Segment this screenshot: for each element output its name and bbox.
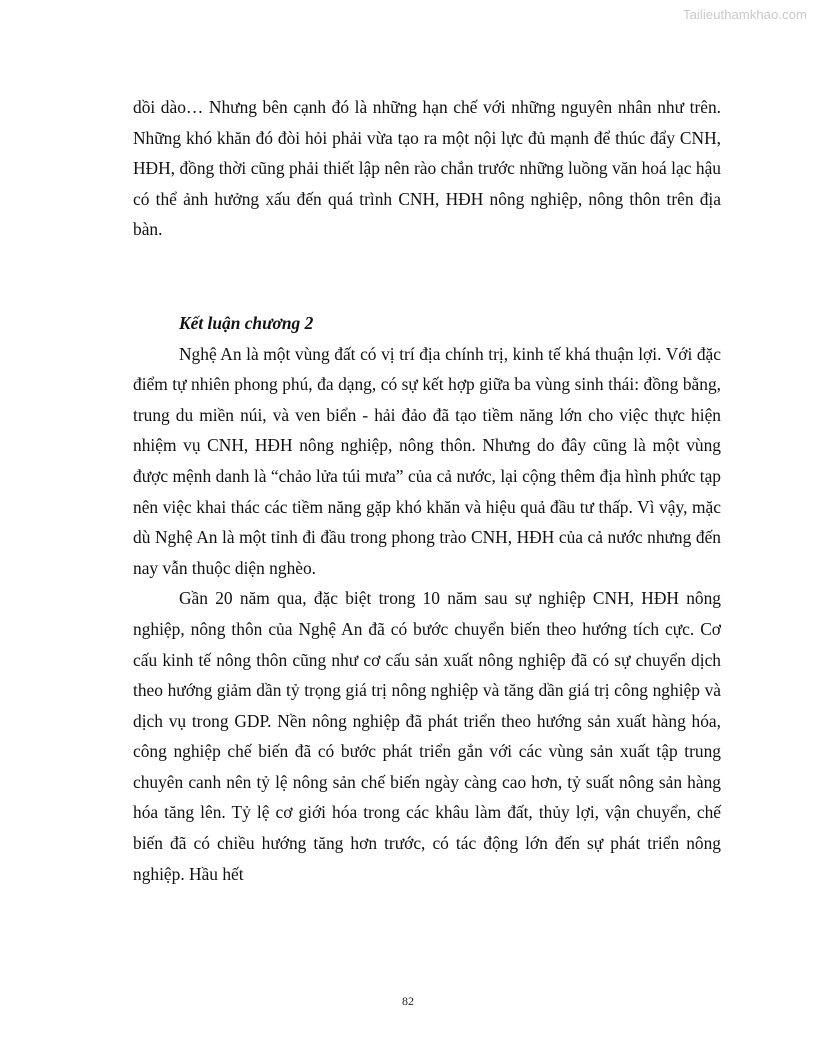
page-body — [133, 92, 721, 889]
page-number: 82 — [402, 994, 414, 1008]
body-paragraph: Gần 20 năm qua, đặc biệt trong 10 năm sau sự nghiệp CNH, HĐH nông nghiệp, nông thôn của Nghệ An đã có bước chuyển biến theo hướng tích cực. Cơ cấu kinh tế nông thôn cũng như cơ cấu sản xuất nông nghiệp đã có sự chuyển dịch theo hướng giảm dần tỷ trọng giá trị nông nghiệp và tăng dần giá trị công nghiệp và dịch vụ trong GDP. Nền nông nghiệp đã phát triển theo hướng sản xuất hàng hóa, công nghiệp chế biến đã có bước phát triển gắn với các vùng sản xuất tập trung chuyên canh nên tỷ lệ nông sản chế biến ngày càng cao hơn, tỷ suất nông sản hàng hóa tăng lên. Tỷ lệ cơ giới hóa trong các khâu làm đất, thủy lợi, vận chuyển, chế biến đã có chiều hướng tăng hơn trước, có tác động lớn đến sự phát triển nông nghiệp. Hầu hết — [133, 588, 721, 884]
section-heading: Kết luận chương 2 — [179, 312, 314, 333]
body-paragraph: dồi dào… Nhưng bên cạnh đó là những hạn chế với những nguyên nhân như trên. Những khó khăn đó đòi hỏi phải vừa tạo ra một nội lực đủ mạnh để thúc đẩy CNH, HĐH, đồng thời cũng phải thiết lập nên rào chắn trước những luồng văn hoá lạc hậu có thể ảnh hưởng xấu đến quá trình CNH, HĐH nông nghiệp, nông thôn trên địa bàn. — [133, 97, 721, 240]
body-paragraph: Nghệ An là một vùng đất có vị trí địa chính trị, kinh tế khá thuận lợi. Với đặc điểm tự nhiên phong phú, đa dạng, có sự kết hợp giữa ba vùng sinh thái: đồng bằng, trung du miền núi, và ven biển - hải đảo đã tạo tiềm năng lớn cho việc thực hiện nhiệm vụ CNH, HĐH nông nghiệp, nông thôn. Nhưng do đây cũng là một vùng được mệnh danh là “chảo lửa túi mưa” của cả nước, lại cộng thêm địa hình phức tạp nên việc khai thác các tiềm năng gặp khó khăn và hiệu quả đầu tư thấp. Vì vậy, mặc dù Nghệ An là một tỉnh đi đầu trong phong trào CNH, HĐH của cả nước nhưng đến nay vẫn thuộc diện nghèo. — [133, 343, 721, 578]
watermark: Tailieuthamkhao.com — [682, 7, 807, 22]
